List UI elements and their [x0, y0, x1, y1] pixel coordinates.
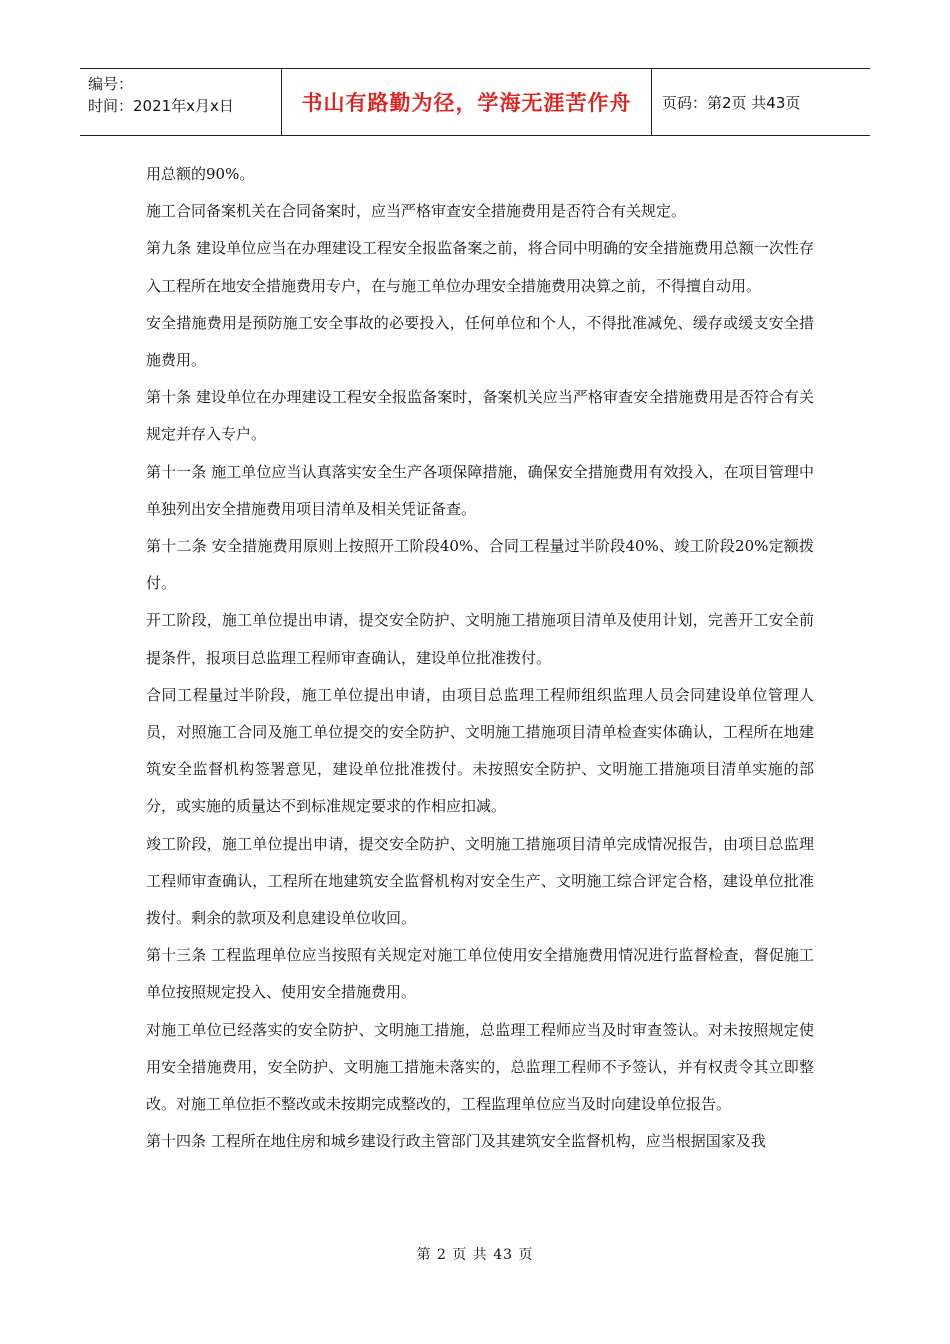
motto-text: 书山有路勤为径，学海无涯苦作舟: [301, 91, 632, 115]
paragraph: 第十四条 工程所在地住房和城乡建设行政主管部门及其建筑安全监督机构，应当根据国家及我: [146, 1132, 766, 1151]
header-motto-cell: [282, 69, 652, 135]
paragraph: 第九条 建设单位应当在办理建设工程安全报监备案之前，将合同中明确的安全措施费用总额一次性存入工程所在地安全措施费用专户，在与施工单位办理安全措施费用决算之前，不得擅自动用。: [146, 239, 814, 295]
paragraph: 竣工阶段，施工单位提出申请，提交安全防护、文明施工措施项目清单完成情况报告，由项目总监理工程师审查确认，工程所在地建筑安全监督机构对安全生产、文明施工综合评定合格，建设单位批准拨付。剩余的款项及利息建设单位收回。: [146, 834, 814, 928]
paragraph: 施工合同备案机关在合同备案时，应当严格审查安全措施费用是否符合有关规定。: [146, 202, 687, 221]
paragraph: 第十三条 工程监理单位应当按照有关规定对施工单位使用安全措施费用情况进行监督检查，督促施工单位按照规定投入、使用安全措施费用。: [146, 946, 814, 1002]
paragraph: 第十条 建设单位在办理建设工程安全报监备案时，备案机关应当严格审查安全措施费用是否符合有关规定并存入专户。: [146, 388, 814, 444]
paragraph: 开工阶段，施工单位提出申请，提交安全防护、文明施工措施项目清单及使用计划，完善开工安全前提条件，报项目总监理工程师审查确认，建设单位批准拨付。: [146, 611, 814, 667]
document-body: [146, 156, 814, 1160]
header-info-cell: [80, 69, 282, 135]
page-number-label: 页码：第2页 共43页: [662, 93, 801, 112]
paragraph: 第十一条 施工单位应当认真落实安全生产各项保障措施，确保安全措施费用有效投入，在项目管理中单独列出安全措施费用项目清单及相关凭证备查。: [146, 462, 814, 518]
paragraph: 对施工单位已经落实的安全防护、文明施工措施，总监理工程师应当及时审查签认。对未按照规定使用安全措施费用，安全防护、文明施工措施未落实的，总监理工程师不予签认，并有权责令其立即整改。对施工单位拒不整改或未按期完成整改的，工程监理单位应当及时向建设单位报告。: [146, 1020, 814, 1114]
paragraph: 第十二条 安全措施费用原则上按照开工阶段40%、合同工程量过半阶段40%、竣工阶段20%定额拨付。: [146, 537, 814, 593]
page-footer: 第 2 页 共 43 页: [416, 1247, 534, 1263]
paragraph: 安全措施费用是预防施工安全事故的必要投入，任何单位和个人，不得批准减免、缓存或缓支安全措施费用。: [146, 313, 814, 370]
date-label: 时间：2021年x月x日: [88, 97, 234, 115]
paragraph: 用总额的90%。: [146, 165, 255, 183]
serial-number-label: 编号：: [88, 75, 134, 93]
page-header: [80, 68, 870, 136]
paragraph: 合同工程量过半阶段，施工单位提出申请，由项目总监理工程师组织监理人员会同建设单位管理人员，对照施工合同及施工单位提交的安全防护、文明施工措施项目清单检查实体确认，工程所在地建筑安全监督机构签署意见，建设单位批准拨付。未按照安全防护、文明施工措施项目清单实施的部分，或实施的质量达不到标准规定要求的作相应扣减。: [146, 685, 814, 816]
header-page-cell: [652, 69, 870, 135]
